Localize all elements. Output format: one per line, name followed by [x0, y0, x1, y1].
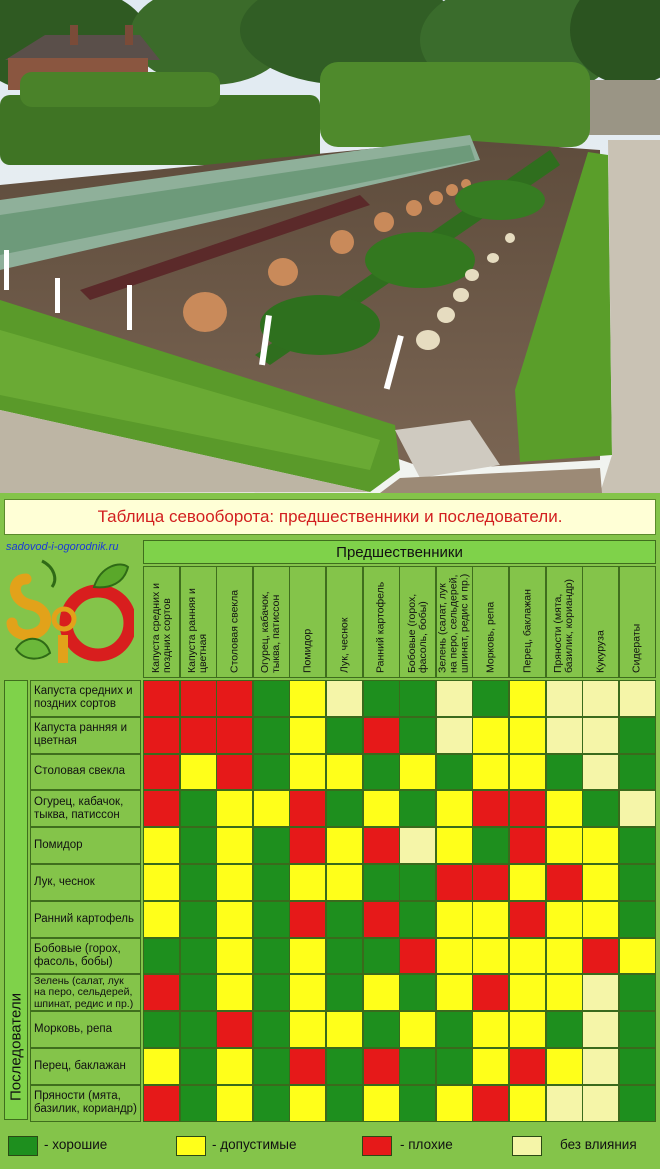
table-cell — [436, 938, 473, 975]
table-cell — [216, 1085, 253, 1122]
table-cell — [363, 717, 400, 754]
table-cell — [180, 938, 217, 975]
row-header: Пряности (мята, базилик, кориандр) — [30, 1085, 141, 1122]
table-cell — [143, 1011, 180, 1048]
column-header — [472, 566, 509, 678]
table-cell — [253, 938, 290, 975]
table-cell — [363, 974, 400, 1011]
table-cell — [619, 864, 656, 901]
table-cell — [289, 1085, 326, 1122]
table-cell — [619, 680, 656, 717]
table-cell — [472, 1048, 509, 1085]
table-cell — [509, 827, 546, 864]
table-cell — [253, 1011, 290, 1048]
table-cell — [253, 1085, 290, 1122]
table-cell — [216, 680, 253, 717]
table-cell — [253, 754, 290, 791]
table-cell — [619, 717, 656, 754]
table-cell — [216, 717, 253, 754]
table-cell — [472, 754, 509, 791]
table-cell — [509, 938, 546, 975]
table-cell — [143, 938, 180, 975]
followers-label: Последователи — [7, 993, 25, 1101]
table-cell — [399, 717, 436, 754]
table-cell — [582, 790, 619, 827]
row-header: Зелень (салат, лук на перо, сельдерей, шпинат, редис и пр.) — [30, 974, 141, 1011]
legend-good-swatch — [8, 1136, 38, 1156]
table-cell — [546, 974, 583, 1011]
table-cell — [326, 754, 363, 791]
table-cell — [546, 938, 583, 975]
column-header-label: Помидор — [301, 628, 314, 673]
table-cell — [546, 1085, 583, 1122]
table-cell — [399, 790, 436, 827]
table-cell — [253, 901, 290, 938]
predecessors-label: Предшественники — [336, 543, 463, 561]
table-cell — [289, 1048, 326, 1085]
table-cell — [509, 1011, 546, 1048]
table-cell — [289, 717, 326, 754]
crop-rotation-table — [0, 493, 660, 1169]
table-cell — [436, 717, 473, 754]
table-cell — [363, 1011, 400, 1048]
table-cell — [619, 754, 656, 791]
table-cell — [436, 680, 473, 717]
table-cell — [363, 790, 400, 827]
site-logo — [6, 557, 134, 671]
table-cell — [180, 680, 217, 717]
table-cell — [546, 790, 583, 827]
table-cell — [436, 754, 473, 791]
table-cell — [436, 790, 473, 827]
table-cell — [436, 864, 473, 901]
table-cell — [180, 901, 217, 938]
table-cell — [472, 827, 509, 864]
table-cell — [326, 901, 363, 938]
row-header: Столовая свекла — [30, 754, 141, 791]
legend-good-label: - хорошие — [44, 1137, 108, 1152]
table-cell — [582, 717, 619, 754]
site-link[interactable]: sadovod-i-ogorodnik.ru — [6, 541, 119, 553]
table-cell — [289, 901, 326, 938]
table-cell — [472, 938, 509, 975]
table-cell — [472, 790, 509, 827]
table-cell — [143, 1085, 180, 1122]
table-cell — [180, 827, 217, 864]
table-cell — [472, 717, 509, 754]
column-header — [399, 566, 436, 678]
table-cell — [216, 827, 253, 864]
table-cell — [472, 901, 509, 938]
table-cell — [399, 938, 436, 975]
table-cell — [180, 864, 217, 901]
column-header-label: Перец, баклажан — [521, 589, 533, 673]
table-cell — [253, 1048, 290, 1085]
table-cell — [436, 827, 473, 864]
table-cell — [509, 901, 546, 938]
table-cell — [582, 1085, 619, 1122]
title-box — [4, 499, 656, 535]
table-cell — [509, 680, 546, 717]
table-cell — [363, 901, 400, 938]
row-header: Ранний картофель — [30, 901, 141, 938]
table-cell — [253, 790, 290, 827]
table-cell — [436, 1048, 473, 1085]
column-header — [143, 566, 180, 678]
column-header — [582, 566, 619, 678]
table-cell — [546, 1011, 583, 1048]
table-cell — [143, 974, 180, 1011]
table-cell — [582, 864, 619, 901]
table-cell — [582, 1011, 619, 1048]
table-cell — [253, 680, 290, 717]
table-cell — [619, 790, 656, 827]
column-header-label: Ранний картофель — [374, 581, 387, 673]
table-cell — [180, 790, 217, 827]
table-cell — [143, 1048, 180, 1085]
table-cell — [143, 864, 180, 901]
followers-header — [4, 680, 28, 1120]
table-cell — [289, 754, 326, 791]
table-cell — [399, 827, 436, 864]
table-cell — [253, 864, 290, 901]
legend — [0, 1123, 660, 1169]
column-header-label: Огурец, кабачок, тыква, патиссон — [259, 591, 283, 673]
column-header-label: Зелень (салат, лук на перо, сельдерей, шпинат, редис и пр.) — [436, 573, 471, 673]
table-cell — [399, 680, 436, 717]
column-header-label: Капуста ранняя и цветная — [186, 588, 210, 673]
legend-none-label: без влияния — [560, 1137, 637, 1152]
garden-photo-drawing — [0, 0, 660, 493]
column-header — [509, 566, 546, 678]
table-cell — [326, 1085, 363, 1122]
column-header-label: Пряности (мята, базилик, кориандр) — [552, 579, 576, 673]
column-header-label: Капуста средних и поздних сортов — [149, 583, 173, 673]
table-cell — [289, 938, 326, 975]
table-cell — [143, 901, 180, 938]
table-cell — [180, 1011, 217, 1048]
table-cell — [582, 680, 619, 717]
table-cell — [289, 680, 326, 717]
table-cell — [582, 827, 619, 864]
table-cell — [619, 938, 656, 975]
table-cell — [546, 864, 583, 901]
legend-acceptable-swatch — [176, 1136, 206, 1156]
table-cell — [253, 717, 290, 754]
table-cell — [399, 1011, 436, 1048]
table-cell — [619, 1011, 656, 1048]
table-cell — [326, 680, 363, 717]
predecessors-header — [143, 540, 656, 564]
table-cell — [180, 1085, 217, 1122]
table-cell — [216, 1048, 253, 1085]
legend-none-swatch — [512, 1136, 542, 1156]
table-cell — [363, 827, 400, 864]
column-header-label: Сидераты — [630, 623, 643, 673]
column-header-label: Кукуруза — [594, 630, 607, 673]
table-cell — [509, 717, 546, 754]
column-header-label: Бобовые (горох, фасоль, бобы) — [405, 593, 429, 673]
table-cell — [363, 1085, 400, 1122]
table-cell — [326, 717, 363, 754]
row-header: Огурец, кабачок, тыква, патиссон — [30, 790, 141, 827]
table-cell — [143, 827, 180, 864]
table-cell — [180, 974, 217, 1011]
table-cell — [399, 974, 436, 1011]
table-cell — [289, 827, 326, 864]
row-header: Морковь, репа — [30, 1011, 141, 1048]
table-cell — [216, 938, 253, 975]
table-cell — [399, 901, 436, 938]
table-cell — [399, 1048, 436, 1085]
table-cell — [363, 1048, 400, 1085]
table-cell — [289, 974, 326, 1011]
table-cell — [289, 1011, 326, 1048]
column-header — [363, 566, 400, 678]
table-cell — [472, 1085, 509, 1122]
garden-photo — [0, 0, 660, 493]
table-cell — [143, 717, 180, 754]
table-cell — [582, 1048, 619, 1085]
table-cell — [216, 1011, 253, 1048]
column-header — [180, 566, 217, 678]
table-cell — [289, 790, 326, 827]
row-header: Капуста ранняя и цветная — [30, 717, 141, 754]
table-cell — [363, 938, 400, 975]
table-cell — [546, 1048, 583, 1085]
table-cell — [509, 790, 546, 827]
table-cell — [326, 1048, 363, 1085]
table-cell — [472, 974, 509, 1011]
table-cell — [472, 680, 509, 717]
table-cell — [436, 1085, 473, 1122]
legend-bad-label: - плохие — [400, 1137, 453, 1152]
table-cell — [472, 864, 509, 901]
column-header-label: Морковь, репа — [484, 601, 497, 673]
table-cell — [619, 974, 656, 1011]
table-cell — [399, 1085, 436, 1122]
table-cell — [289, 864, 326, 901]
table-cell — [619, 1085, 656, 1122]
legend-bad-swatch — [362, 1136, 392, 1156]
table-cell — [326, 827, 363, 864]
logo-apple-icon — [6, 557, 134, 671]
table-cell — [326, 1011, 363, 1048]
table-cell — [509, 1048, 546, 1085]
table-cell — [363, 680, 400, 717]
table-cell — [582, 901, 619, 938]
row-header: Капуста средних и поздних сортов — [30, 680, 141, 717]
column-header — [546, 566, 583, 678]
table-cell — [326, 938, 363, 975]
table-cell — [472, 1011, 509, 1048]
table-cell — [143, 790, 180, 827]
table-cell — [509, 754, 546, 791]
legend-acceptable-label: - допустимые — [212, 1137, 297, 1152]
table-cell — [546, 827, 583, 864]
table-cell — [180, 717, 217, 754]
row-header: Лук, чеснок — [30, 864, 141, 901]
column-header — [289, 566, 326, 678]
table-cell — [216, 790, 253, 827]
table-cell — [546, 754, 583, 791]
table-cell — [436, 1011, 473, 1048]
row-header: Перец, баклажан — [30, 1048, 141, 1085]
column-header — [216, 566, 253, 678]
table-cell — [509, 1085, 546, 1122]
table-cell — [546, 680, 583, 717]
table-title: Таблица севооборота: предшественники и последователи. — [97, 507, 563, 526]
column-header — [436, 566, 473, 678]
row-header: Бобовые (горох, фасоль, бобы) — [30, 938, 141, 975]
table-cell — [363, 864, 400, 901]
table-cell — [582, 974, 619, 1011]
table-cell — [326, 790, 363, 827]
table-cell — [436, 974, 473, 1011]
table-cell — [619, 901, 656, 938]
table-cell — [216, 901, 253, 938]
table-cell — [216, 864, 253, 901]
table-cell — [253, 974, 290, 1011]
column-header-label: Столовая свекла — [228, 589, 241, 673]
table-cell — [582, 754, 619, 791]
column-header — [326, 566, 363, 678]
table-cell — [619, 827, 656, 864]
table-cell — [509, 974, 546, 1011]
table-cell — [326, 974, 363, 1011]
table-cell — [143, 754, 180, 791]
column-header — [253, 566, 290, 678]
table-cell — [399, 754, 436, 791]
column-header-label: Лук, чеснок — [338, 617, 350, 673]
column-header — [619, 566, 656, 678]
table-cell — [582, 938, 619, 975]
table-cell — [216, 754, 253, 791]
table-cell — [546, 717, 583, 754]
table-cell — [363, 754, 400, 791]
table-cell — [253, 827, 290, 864]
table-cell — [326, 864, 363, 901]
table-cell — [216, 974, 253, 1011]
table-cell — [399, 864, 436, 901]
table-cell — [436, 901, 473, 938]
table-cell — [619, 1048, 656, 1085]
table-cell — [546, 901, 583, 938]
table-cell — [180, 1048, 217, 1085]
table-cell — [143, 680, 180, 717]
table-cell — [509, 864, 546, 901]
table-cell — [180, 754, 217, 791]
row-header: Помидор — [30, 827, 141, 864]
